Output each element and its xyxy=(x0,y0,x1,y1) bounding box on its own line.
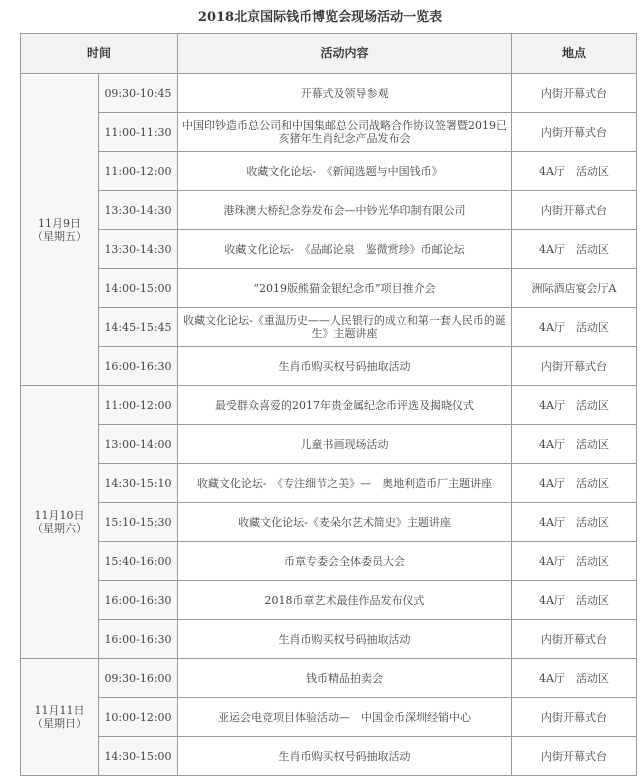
time-cell: 13:00-14:00 xyxy=(99,425,178,464)
content-cell: 收藏文化论坛-《重温历史——人民银行的成立和第一套人民币的诞生》主题讲座 xyxy=(178,308,512,347)
place-cell: 4A厅 活动区 xyxy=(512,581,637,620)
table-row xyxy=(21,620,637,659)
content-cell: “2019版熊猫金银纪念币”项目推介会 xyxy=(178,269,512,308)
content-cell: 开幕式及领导参观 xyxy=(178,74,512,113)
day-date: 11月9日 xyxy=(38,216,81,230)
table-header-row xyxy=(21,34,637,74)
schedule-body xyxy=(21,74,637,776)
header-content: 活动内容 xyxy=(178,34,512,74)
place-cell: 4A厅 活动区 xyxy=(512,503,637,542)
content-cell: 最受群众喜爱的2017年贵金属纪念币评选及揭晓仪式 xyxy=(178,386,512,425)
time-cell: 16:00-16:30 xyxy=(99,620,178,659)
time-cell: 16:00-16:30 xyxy=(99,581,178,620)
time-cell: 09:30-10:45 xyxy=(99,74,178,113)
place-cell: 4A厅 活动区 xyxy=(512,464,637,503)
content-cell: 港珠澳大桥纪念券发布会—中钞光华印制有限公司 xyxy=(178,191,512,230)
content-cell: 收藏文化论坛- 《新闻选题与中国钱币》 xyxy=(178,152,512,191)
place-cell: 4A厅 活动区 xyxy=(512,152,637,191)
time-cell: 15:10-15:30 xyxy=(99,503,178,542)
content-cell: 收藏文化论坛- 《专注细节之美》— 奥地利造币厂主题讲座 xyxy=(178,464,512,503)
content-cell: 币章专委会全体委员大会 xyxy=(178,542,512,581)
place-cell: 内街开幕式台 xyxy=(512,737,637,776)
day-date: 11月11日 xyxy=(34,704,85,717)
table-row xyxy=(21,308,637,347)
content-cell: 收藏文化论坛- 《品邮论泉 鉴微赏珍》币邮论坛 xyxy=(178,230,512,269)
place-cell: 内街开幕式台 xyxy=(512,74,637,113)
time-cell: 11:00-12:00 xyxy=(99,386,178,425)
schedule-table xyxy=(20,33,637,776)
place-cell: 内街开幕式台 xyxy=(512,347,637,386)
content-cell: 生肖币购买权号码抽取活动 xyxy=(178,737,512,776)
table-row xyxy=(21,737,637,776)
page-title: 2018北京国际钱币博览会现场活动一览表 xyxy=(197,10,443,25)
time-cell: 11:00-11:30 xyxy=(99,113,178,152)
time-cell: 09:30-16:00 xyxy=(99,659,178,698)
day-cell xyxy=(21,659,99,776)
content-cell: 中国印钞造币总公司和中国集邮总公司战略合作协议签署暨2019已亥猪年生肖纪念产品发布会 xyxy=(178,113,512,152)
table-row xyxy=(21,74,637,113)
place-cell: 4A厅 活动区 xyxy=(512,386,637,425)
place-cell: 洲际酒店宴会厅A xyxy=(512,269,637,308)
time-cell: 10:00-12:00 xyxy=(99,698,178,737)
place-cell: 内街开幕式台 xyxy=(512,113,637,152)
time-cell: 14:30-15:10 xyxy=(99,464,178,503)
content-cell: 2018币章艺术最佳作品发布仪式 xyxy=(178,581,512,620)
table-row xyxy=(21,698,637,737)
content-cell: 儿童书画现场活动 xyxy=(178,425,512,464)
table-row xyxy=(21,542,637,581)
table-row xyxy=(21,152,637,191)
table-row xyxy=(21,230,637,269)
time-cell: 14:00-15:00 xyxy=(99,269,178,308)
time-cell: 13:30-14:30 xyxy=(99,230,178,269)
table-row xyxy=(21,347,637,386)
day-weekday: （星期六） xyxy=(32,522,87,535)
table-row xyxy=(21,503,637,542)
place-cell: 4A厅 活动区 xyxy=(512,542,637,581)
table-row xyxy=(21,659,637,698)
table-row xyxy=(21,386,637,425)
time-cell: 13:30-14:30 xyxy=(99,191,178,230)
day-date: 11月10日 xyxy=(34,509,85,522)
time-cell: 16:00-16:30 xyxy=(99,347,178,386)
time-cell: 14:45-15:45 xyxy=(99,308,178,347)
table-row xyxy=(21,581,637,620)
table-row xyxy=(21,269,637,308)
header-time: 时间 xyxy=(21,34,178,74)
place-cell: 内街开幕式台 xyxy=(512,698,637,737)
table-row xyxy=(21,464,637,503)
content-cell: 收藏文化论坛-《麦朵尔艺术简史》主题讲座 xyxy=(178,503,512,542)
day-cell xyxy=(21,386,99,659)
time-cell: 14:30-15:00 xyxy=(99,737,178,776)
content-cell: 生肖币购买权号码抽取活动 xyxy=(178,347,512,386)
table-row xyxy=(21,113,637,152)
content-cell: 生肖币购买权号码抽取活动 xyxy=(178,620,512,659)
place-cell: 4A厅 活动区 xyxy=(512,230,637,269)
content-cell: 钱币精品拍卖会 xyxy=(178,659,512,698)
header-place: 地点 xyxy=(512,34,637,74)
day-weekday: （星期日） xyxy=(32,717,87,730)
content-cell: 亚运会电竞项目体验活动— 中国金币深圳经销中心 xyxy=(178,698,512,737)
day-weekday: （星期五） xyxy=(32,229,87,243)
table-row xyxy=(21,425,637,464)
table-row xyxy=(21,191,637,230)
place-cell: 内街开幕式台 xyxy=(512,620,637,659)
place-cell: 4A厅 活动区 xyxy=(512,425,637,464)
place-cell: 4A厅 活动区 xyxy=(512,308,637,347)
place-cell: 4A厅 活动区 xyxy=(512,659,637,698)
day-cell xyxy=(21,74,99,386)
time-cell: 11:00-12:00 xyxy=(99,152,178,191)
place-cell: 内街开幕式台 xyxy=(512,191,637,230)
time-cell: 15:40-16:00 xyxy=(99,542,178,581)
